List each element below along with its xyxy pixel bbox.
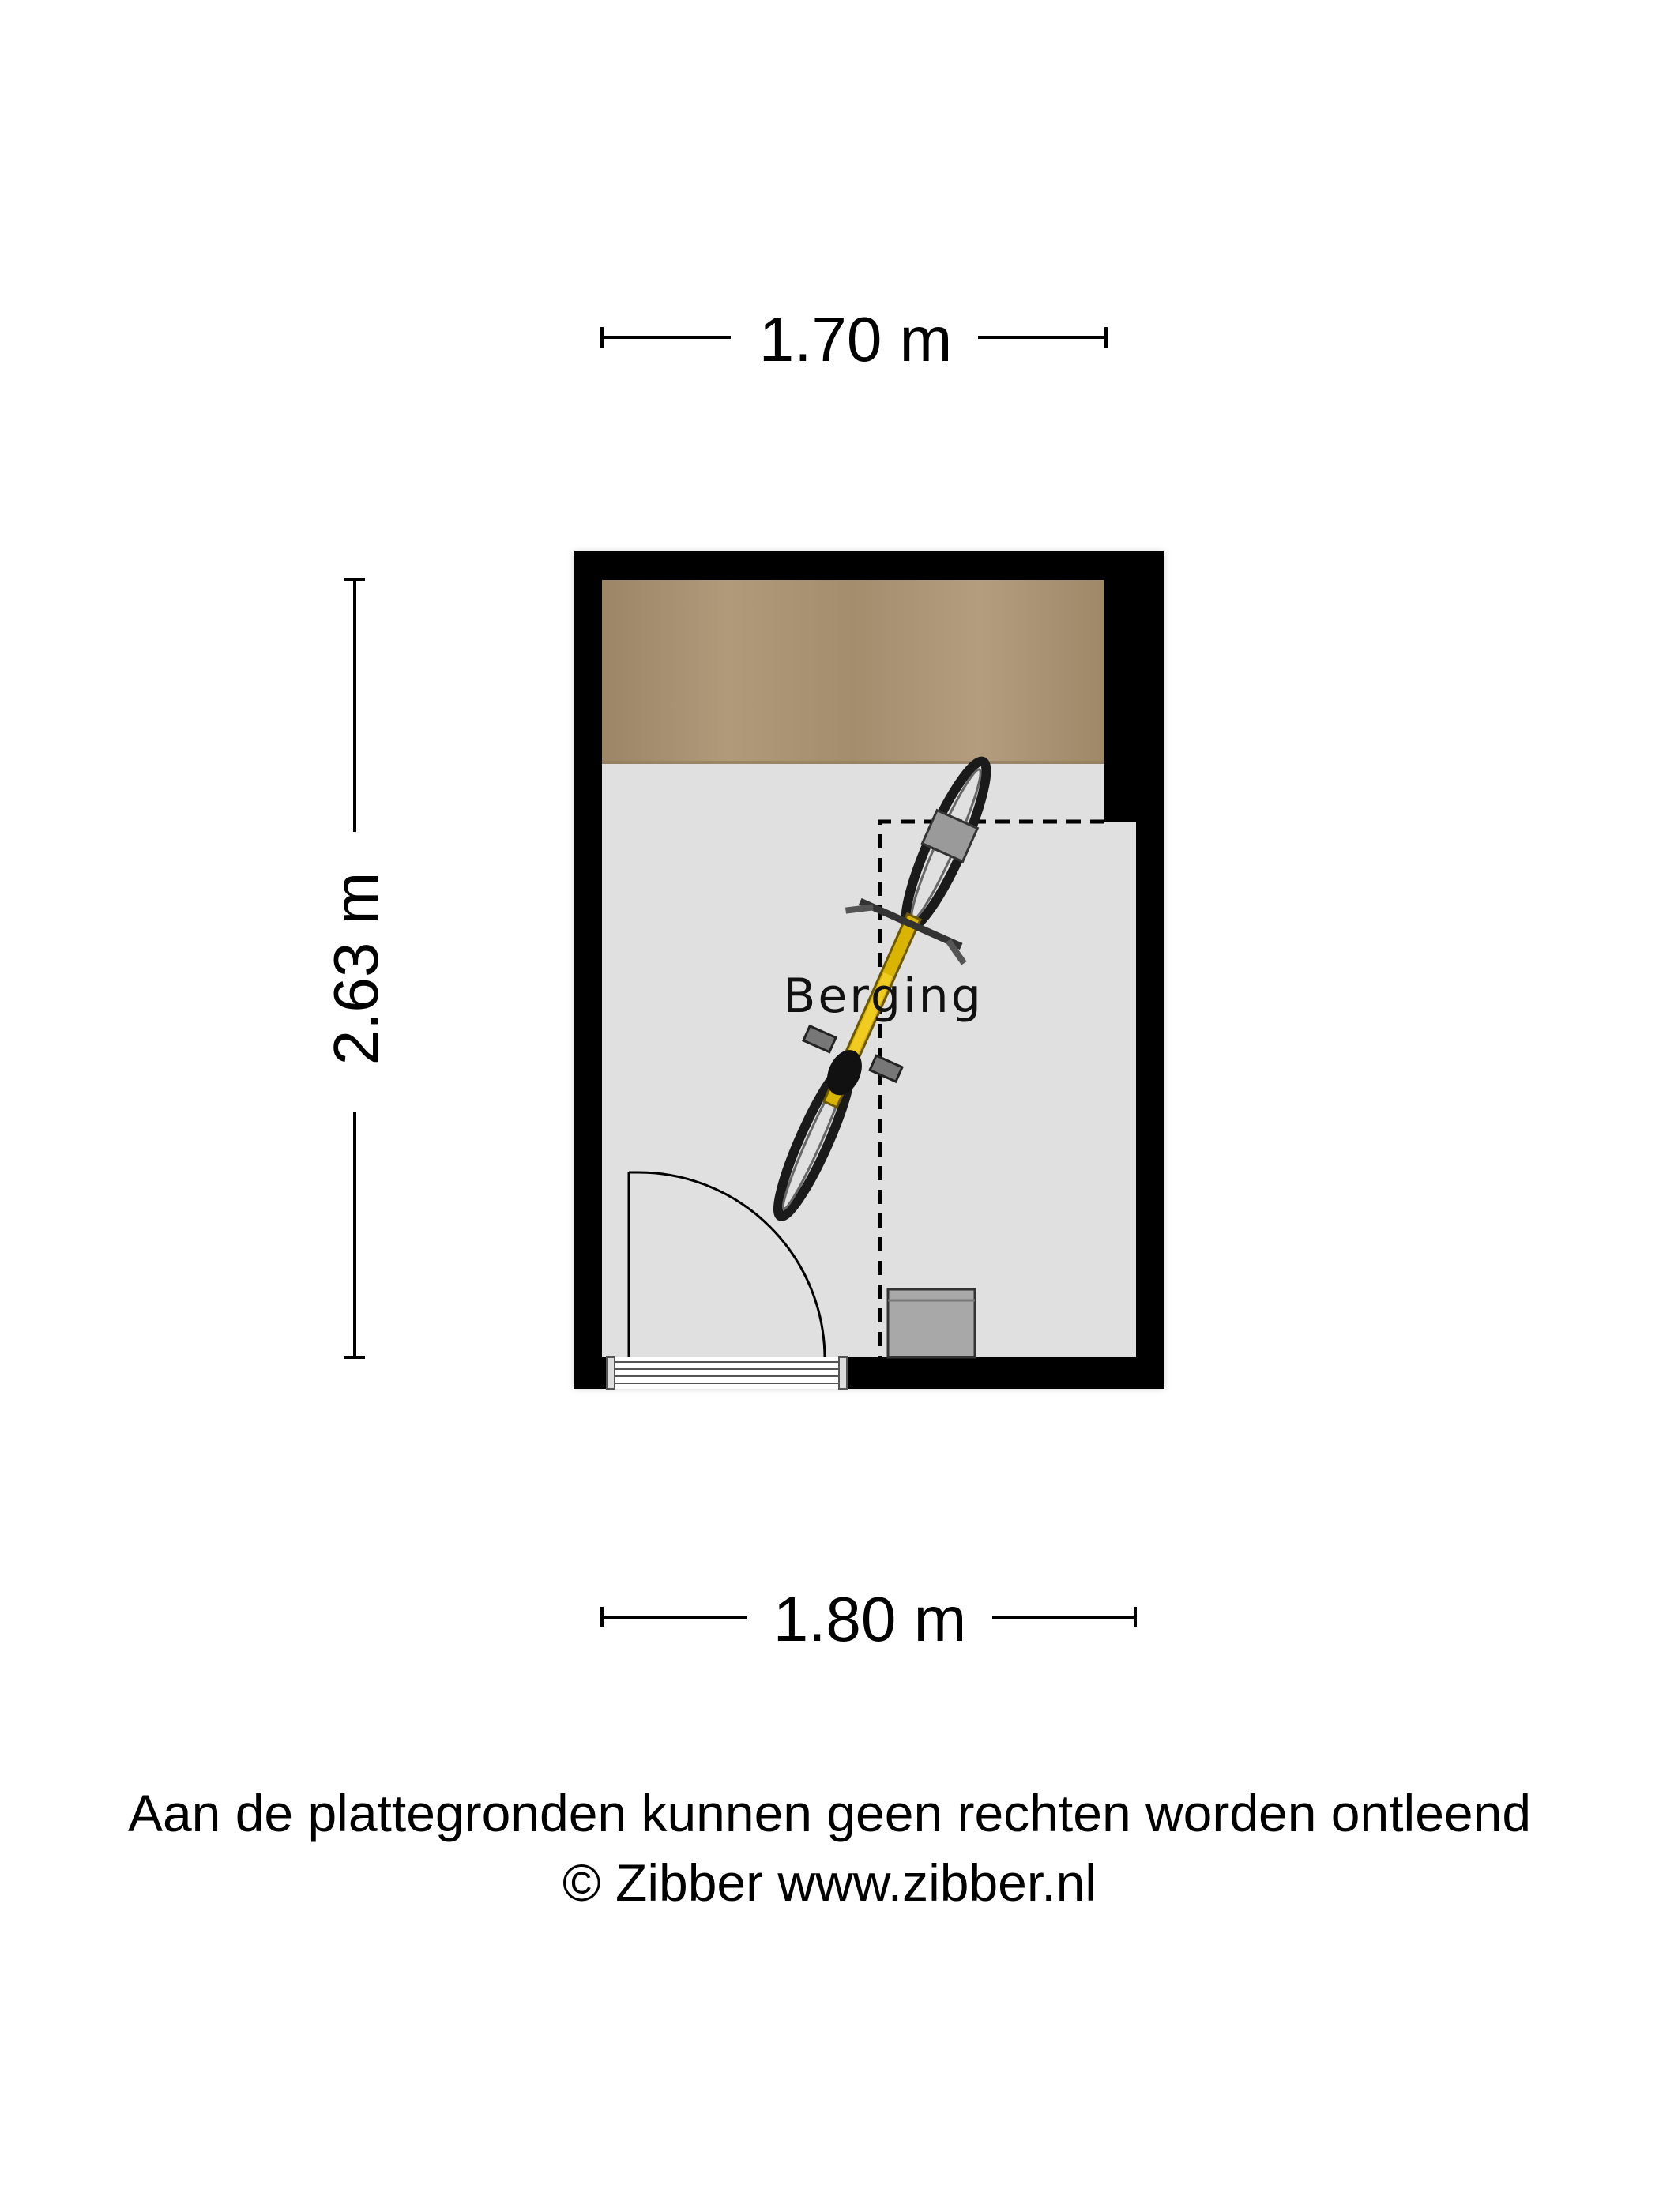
dimension-left-label: 2.63 m: [321, 871, 391, 1066]
dimension-bottom-label: 1.80 m: [773, 1584, 967, 1654]
dimension-bottom: [602, 1584, 1135, 1654]
dimension-top-label: 1.70 m: [758, 304, 953, 374]
dimension-top: [602, 304, 1106, 374]
storage-shelf: [602, 580, 1104, 764]
room-berging: [574, 551, 1164, 1389]
copyright-text: © Zibber www.zibber.nl: [562, 1853, 1097, 1912]
dimension-left: [321, 580, 391, 1357]
room-label: Berging: [783, 969, 984, 1024]
utility-box: [888, 1289, 975, 1357]
disclaimer-text: Aan de plattegronden kunnen geen rechten worden ontleend: [127, 1784, 1532, 1842]
